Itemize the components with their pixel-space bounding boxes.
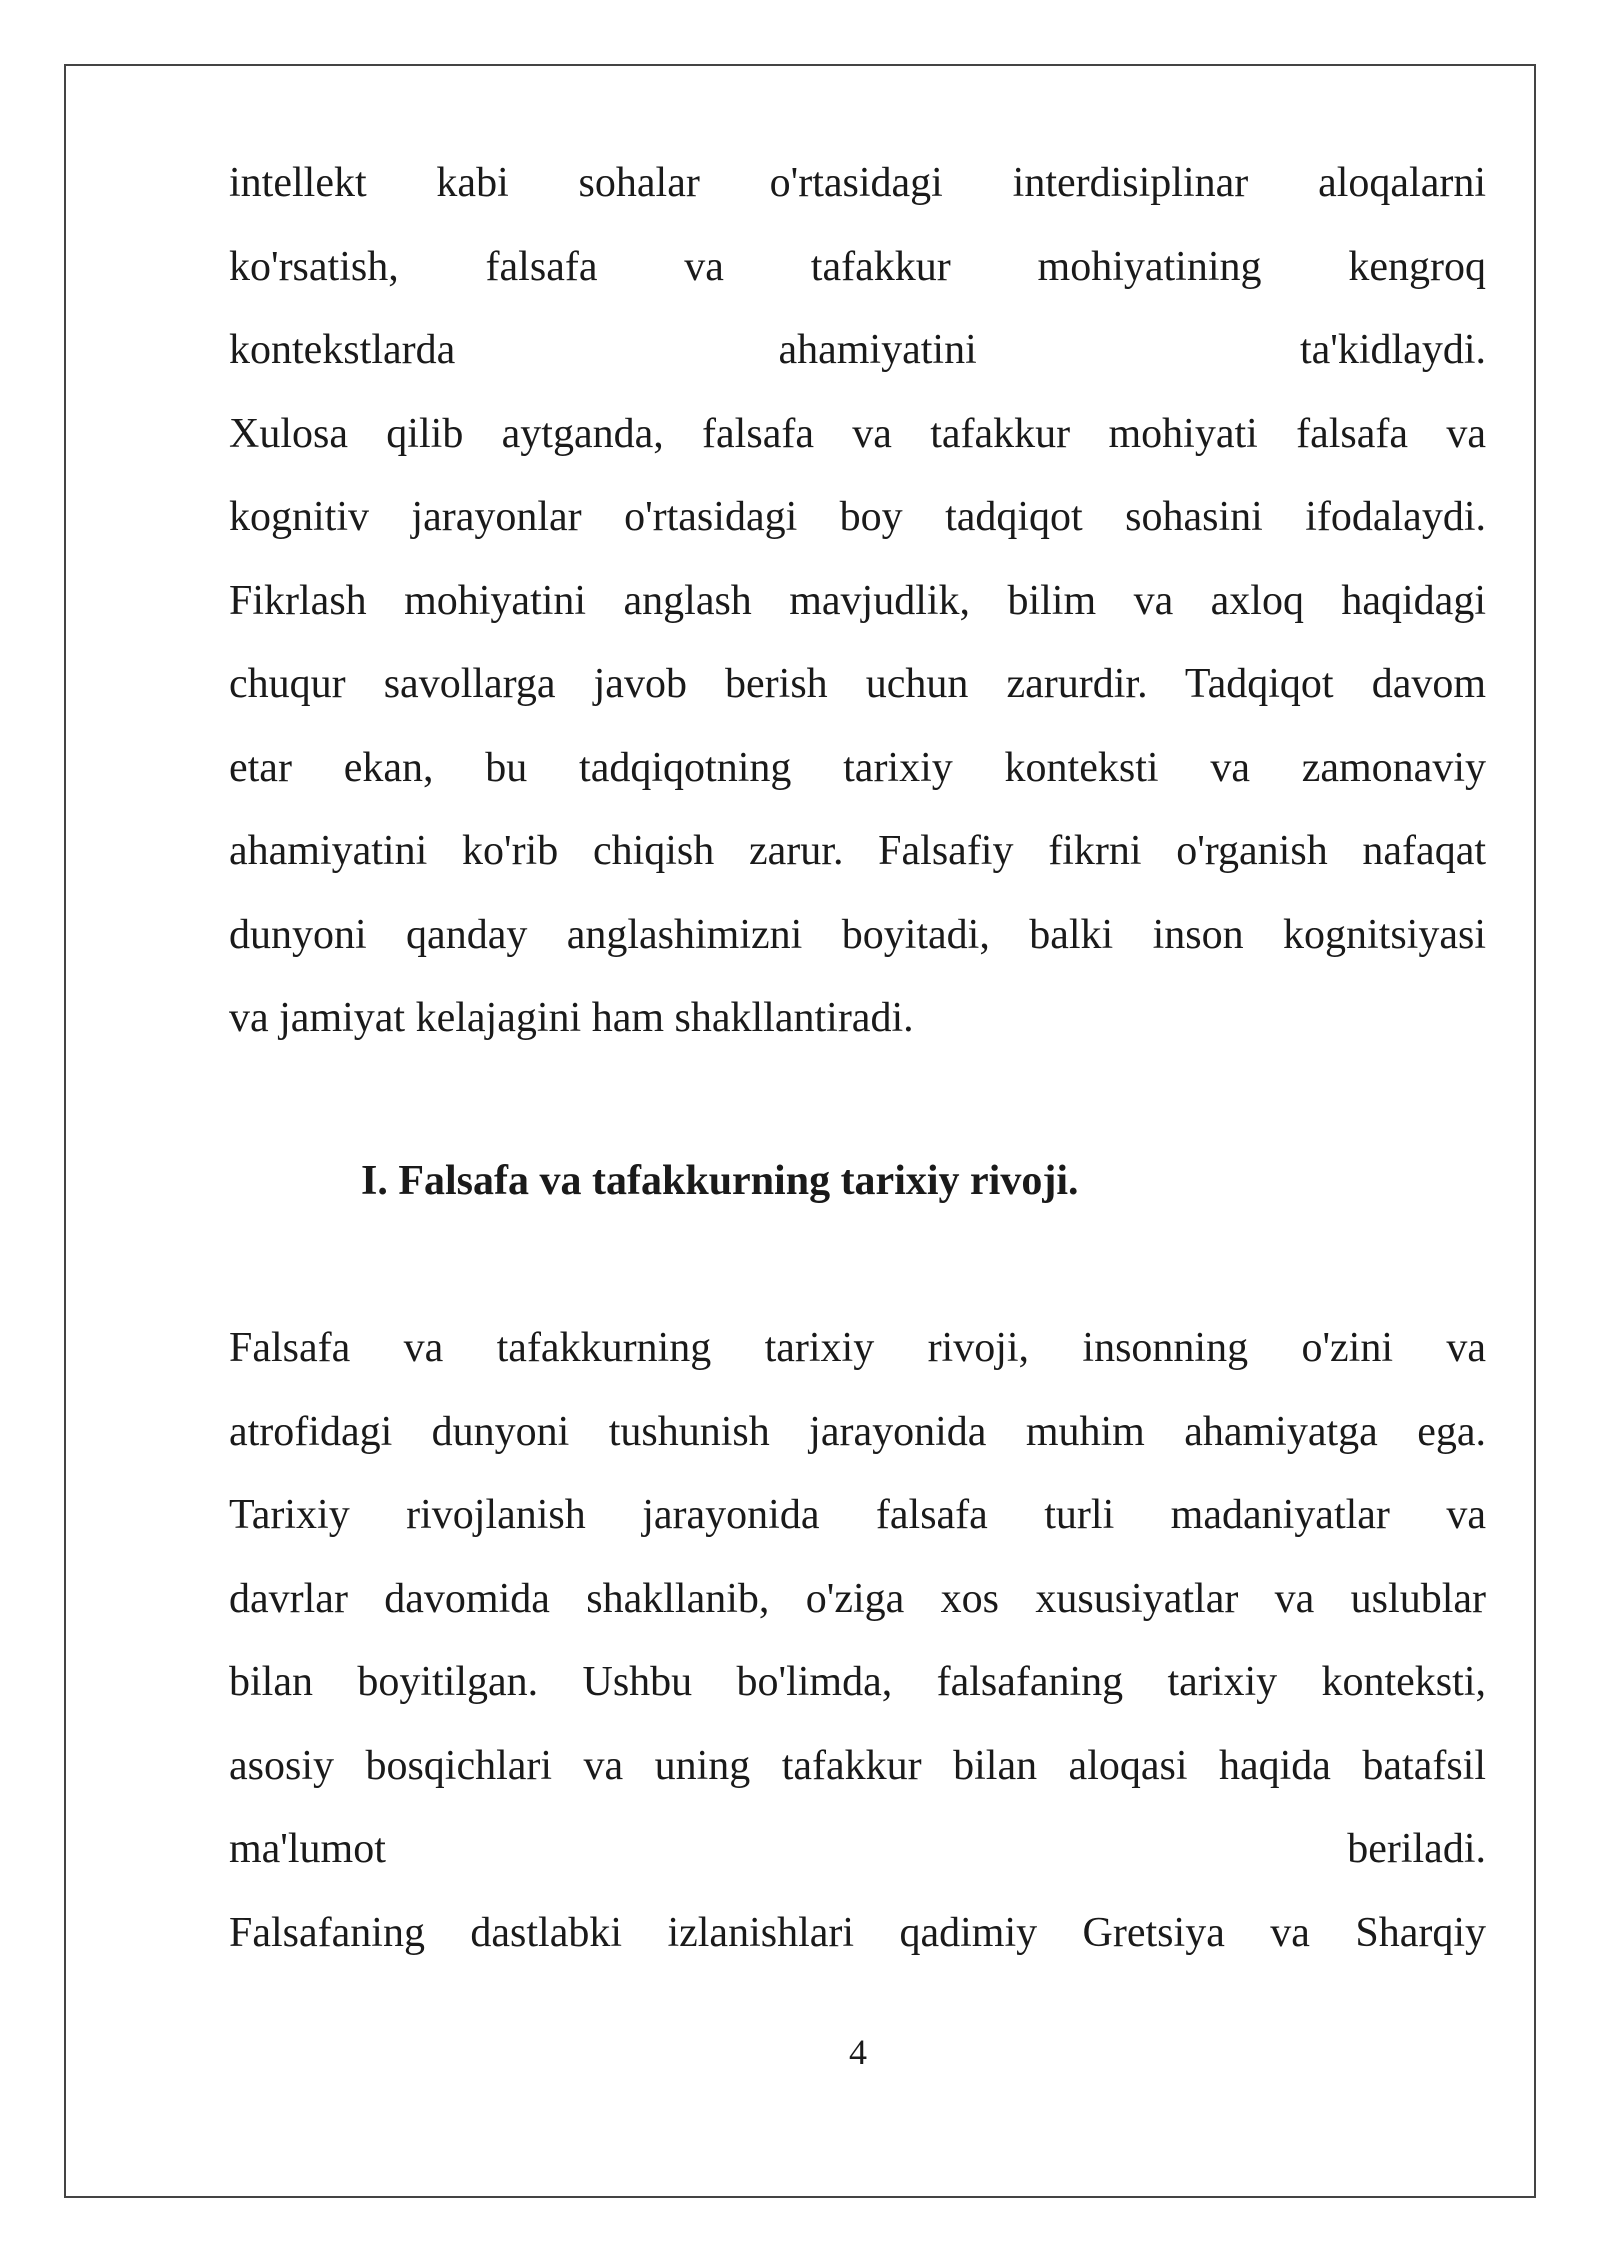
text-line: asosiy bosqichlari va uning tafakkur bilan aloqasi haqida batafsil [229,1742,1486,1789]
text-line: kontekstlarda ahamiyatini ta'kidlaydi. [229,327,1486,373]
text-line: ahamiyatini ko'rib chiqish zarur. Falsafiy fikrni o'rganish nafaqat [229,828,1486,874]
section-heading: I. Falsafa va tafakkurning tarixiy rivoji. [361,1158,1079,1204]
text-line: etar ekan, bu tadqiqotning tarixiy konteksti va zamonaviy [229,744,1486,791]
text-line: ma'lumot beriladi. [229,1826,1486,1872]
text-line: Falsafa va tafakkurning tarixiy rivoji, insonning o'zini va [229,1325,1486,1371]
text-line: va jamiyat kelajagini ham shakllantiradi. [229,995,914,1041]
text-line: atrofidagi dunyoni tushunish jarayonida muhim ahamiyatga ega. [229,1408,1486,1455]
text-line: Fikrlash mohiyatini anglash mavjudlik, bilim va axloq haqidagi [229,577,1486,624]
paragraph-conclusion [229,142,1486,1061]
text-line: kognitiv jarayonlar o'rtasidagi boy tadqiqot sohasini ifodalaydi. [229,494,1486,540]
text-line: ko'rsatish, falsafa va tafakkur mohiyatining kengroq [229,243,1486,290]
text-line: davrlar davomida shakllanib, o'ziga xos xususiyatlar va uslublar [229,1575,1486,1622]
text-line: chuqur savollarga javob berish uchun zarurdir. Tadqiqot davom [229,661,1486,707]
text-line: bilan boyitilgan. Ushbu bo'limda, falsafaning tarixiy konteksti, [229,1659,1486,1705]
text-line: dunyoni qanday anglashimizni boyitadi, balki inson kognitsiyasi [229,911,1486,958]
page-number: 4 [849,2032,867,2072]
text-line: intellekt kabi sohalar o'rtasidagi interdisiplinar aloqalarni [229,160,1486,206]
text-line: Xulosa qilib aytganda, falsafa va tafakkur mohiyati falsafa va [229,410,1486,457]
text-line: Falsafaning dastlabki izlanishlari qadimiy Gretsiya va Sharqiy [229,1909,1486,1956]
paragraph-history [229,1307,1486,1975]
text-line: Tarixiy rivojlanish jarayonida falsafa turli madaniyatlar va [229,1492,1486,1538]
